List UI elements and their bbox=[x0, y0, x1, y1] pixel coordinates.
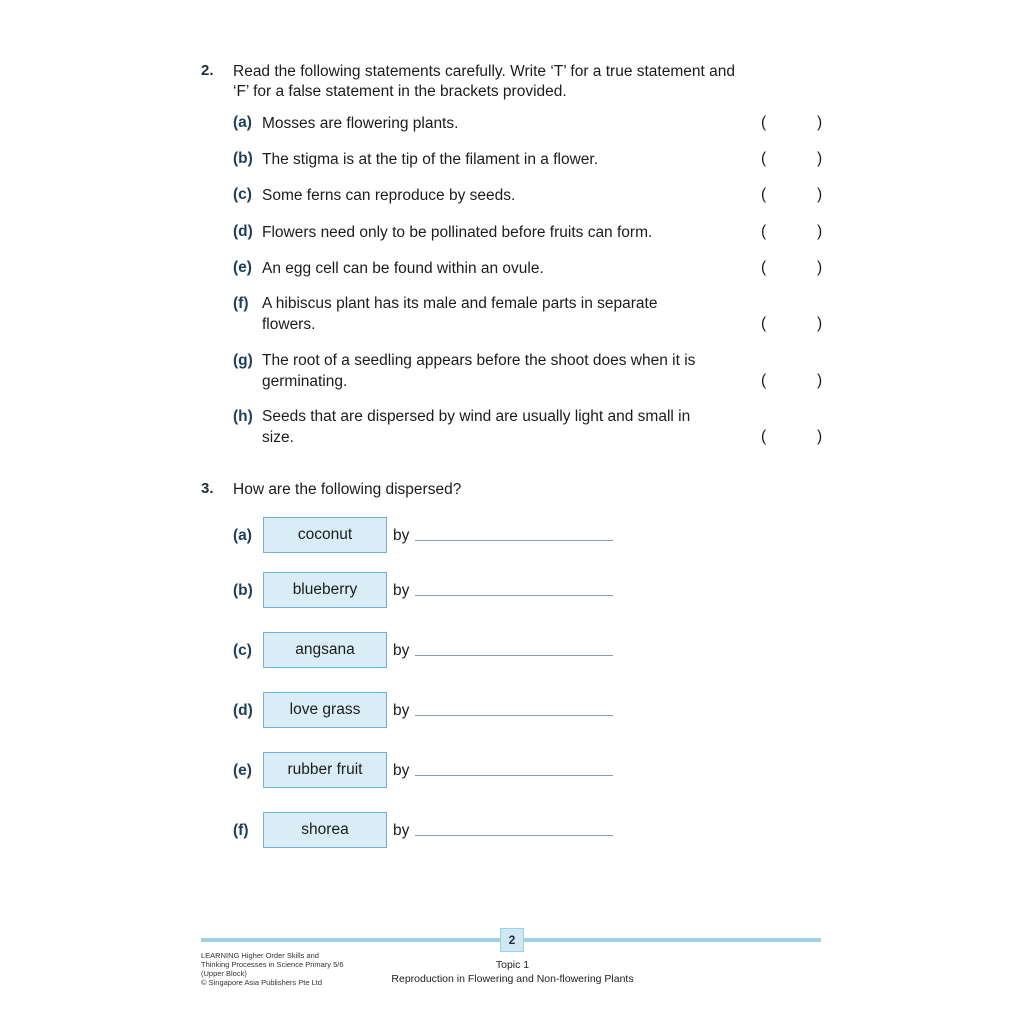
statement-letter: (d) bbox=[233, 223, 253, 240]
bracket-open: ( bbox=[761, 223, 767, 240]
dispersal-letter: (f) bbox=[233, 822, 249, 839]
dispersal-letter: (b) bbox=[233, 582, 253, 599]
bracket-open: ( bbox=[761, 186, 767, 203]
page-number: 2 bbox=[500, 928, 524, 952]
statement-text: An egg cell can be found within an ovule. bbox=[262, 260, 544, 277]
question-2-prompt-line-2: ‘F’ for a false statement in the brackets provided. bbox=[233, 83, 567, 100]
bracket-open: ( bbox=[761, 259, 767, 276]
statement-text-line-1: The root of a seedling appears before the shoot does when it is bbox=[262, 352, 696, 369]
by-label: by bbox=[393, 642, 410, 659]
bracket-close: ) bbox=[817, 372, 823, 389]
bracket-open: ( bbox=[761, 315, 767, 332]
statement-letter: (a) bbox=[233, 114, 252, 131]
footer-publisher-line: (Upper Block) bbox=[201, 969, 247, 978]
statement-letter: (h) bbox=[233, 408, 253, 425]
footer-rule-right bbox=[524, 938, 821, 942]
fruit-name-box: shorea bbox=[263, 812, 387, 848]
by-label: by bbox=[393, 582, 410, 599]
bracket-close: ) bbox=[817, 186, 823, 203]
bracket-close: ) bbox=[817, 315, 823, 332]
bracket-close: ) bbox=[817, 114, 823, 131]
footer-topic-title: Reproduction in Flowering and Non-flowering Plants bbox=[391, 973, 634, 985]
fruit-name-box: love grass bbox=[263, 692, 387, 728]
footer-publisher-info bbox=[201, 951, 344, 987]
statement-text-line-1: Seeds that are dispersed by wind are usually light and small in bbox=[262, 408, 691, 425]
question-3-prompt: How are the following dispersed? bbox=[233, 481, 462, 498]
answer-line[interactable] bbox=[415, 540, 613, 541]
statement-text: Some ferns can reproduce by seeds. bbox=[262, 187, 516, 204]
bracket-open: ( bbox=[761, 114, 767, 131]
fruit-name-box: angsana bbox=[263, 632, 387, 668]
statement-text-line-2: germinating. bbox=[262, 373, 348, 390]
answer-line[interactable] bbox=[415, 595, 613, 596]
bracket-close: ) bbox=[817, 259, 823, 276]
bracket-open: ( bbox=[761, 372, 767, 389]
statement-letter: (f) bbox=[233, 295, 249, 312]
dispersal-letter: (e) bbox=[233, 762, 252, 779]
fruit-name-box: rubber fruit bbox=[263, 752, 387, 788]
answer-line[interactable] bbox=[415, 775, 613, 776]
answer-line[interactable] bbox=[415, 655, 613, 656]
footer-publisher-line: Thinking Processes in Science Primary 5/6 bbox=[201, 960, 344, 969]
dispersal-letter: (a) bbox=[233, 527, 252, 544]
footer-publisher-line: © Singapore Asia Publishers Pte Ltd bbox=[201, 978, 323, 987]
answer-line[interactable] bbox=[415, 715, 613, 716]
statement-text-line-2: flowers. bbox=[262, 316, 316, 333]
by-label: by bbox=[393, 822, 410, 839]
statement-text-line-1: A hibiscus plant has its male and female parts in separate bbox=[262, 295, 658, 312]
statement-letter: (b) bbox=[233, 150, 253, 167]
statement-text: Mosses are flowering plants. bbox=[262, 115, 459, 132]
dispersal-letter: (d) bbox=[233, 702, 253, 719]
footer-publisher-line: LEARNING Higher Order Skills and bbox=[201, 951, 319, 960]
by-label: by bbox=[393, 702, 410, 719]
statement-letter: (g) bbox=[233, 352, 253, 369]
bracket-close: ) bbox=[817, 150, 823, 167]
question-2-number: 2. bbox=[201, 62, 214, 79]
question-3-number: 3. bbox=[201, 480, 214, 497]
footer-topic: Topic 1 bbox=[495, 959, 530, 971]
dispersal-letter: (c) bbox=[233, 642, 252, 659]
bracket-open: ( bbox=[761, 150, 767, 167]
bracket-close: ) bbox=[817, 223, 823, 240]
fruit-name-box: blueberry bbox=[263, 572, 387, 608]
statement-text-line-2: size. bbox=[262, 429, 294, 446]
statement-letter: (c) bbox=[233, 186, 252, 203]
by-label: by bbox=[393, 762, 410, 779]
question-2-prompt-line-1: Read the following statements carefully. Write ‘T’ for a true statement and bbox=[233, 63, 735, 80]
statement-text: The stigma is at the tip of the filament in a flower. bbox=[262, 151, 598, 168]
bracket-open: ( bbox=[761, 428, 767, 445]
statement-letter: (e) bbox=[233, 259, 252, 276]
bracket-close: ) bbox=[817, 428, 823, 445]
answer-line[interactable] bbox=[415, 835, 613, 836]
statement-text: Flowers need only to be pollinated before fruits can form. bbox=[262, 224, 653, 241]
footer-rule-left bbox=[201, 938, 500, 942]
fruit-name-box: coconut bbox=[263, 517, 387, 553]
by-label: by bbox=[393, 527, 410, 544]
